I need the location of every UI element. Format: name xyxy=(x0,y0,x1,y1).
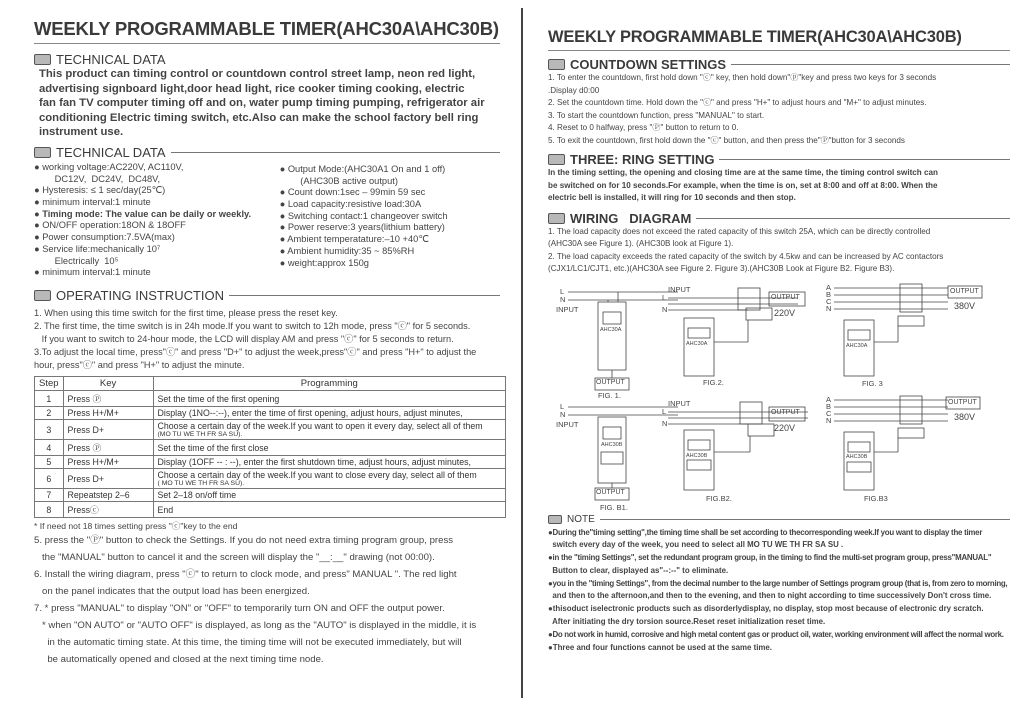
left-document-title: WEEKLY PROGRAMMABLE TIMER(AHC30A\AHC30B) xyxy=(34,18,500,44)
operating-section-header xyxy=(34,288,500,303)
label-ahc30b: AHC30B xyxy=(686,452,708,459)
countdown-step: 4. Reset to 0 halfway, press "Ⓟ" button to return to 0. xyxy=(548,123,739,132)
spec-item: ● Ambient temperatature:–10 +40℃ xyxy=(279,234,429,245)
section-rule xyxy=(171,152,500,153)
label-fig3: FIG. 3 xyxy=(862,378,883,388)
label-ahc30a: AHC30A xyxy=(686,340,708,347)
intro-line: conditioning Electric timing switch, etc.Also can make the school factory bell ring xyxy=(39,111,479,124)
instruction-line: 6. Install the wiring diagram, press "ⓒ" to return to clock mode, and press" MANUAL ". The red light xyxy=(34,569,457,580)
step-cell: 8 xyxy=(35,502,64,518)
key-cell: Press H+/M+ xyxy=(63,407,153,420)
figure-2-drawing xyxy=(668,288,798,376)
key-cell: Pressⓒ xyxy=(63,502,153,518)
label-c: C xyxy=(826,296,832,306)
intro-paragraph xyxy=(39,67,500,140)
label-220v: 220V xyxy=(774,422,796,433)
programming-text: Display (1OFF -- : --), enter the first shutdown time, adjust hours, adjust minutes, xyxy=(157,457,471,467)
label-ahc30a: AHC30A xyxy=(600,326,622,333)
ring-line: In the timing setting, the opening and closing time are at the same time, the timing control switch can xyxy=(548,168,938,177)
section-rule xyxy=(600,519,1010,520)
instruction-line: on the panel indicates that the output load has been energized. xyxy=(34,586,310,597)
operating-heading: OPERATING INSTRUCTION xyxy=(56,288,225,303)
instruction-line: the "MANUAL" button to cancel it and the screen will display the "__:__" drawing (not 00:00). xyxy=(34,552,435,563)
instruction-line: * when "ON AUTO" or "AUTO OFF" is displayed, as long as the "AUTO" is displayed in the middle, it is xyxy=(34,620,477,631)
spec-item: ● minimum interval:1 minute xyxy=(34,267,151,278)
label-output: OUTPUT xyxy=(596,378,625,386)
ring-heading: THREE: RING SETTING xyxy=(570,152,715,167)
table-row xyxy=(35,489,506,502)
step-cell: 6 xyxy=(35,469,64,489)
note-heading: NOTE xyxy=(567,513,595,525)
programming-cell xyxy=(153,489,505,502)
note-item: ●you in the "timing Settings", from the decimal number to the large number of Settings program group (that is, from zero to morning, xyxy=(548,578,1008,588)
spec-item: ● Power reserve:3 years(lithium battery) xyxy=(279,222,445,233)
label-input: INPUT xyxy=(556,304,579,314)
spec-item: ● weight:approx 150g xyxy=(279,257,369,268)
label-a: A xyxy=(826,282,832,292)
column-header-programming: Programming xyxy=(153,377,505,391)
section-box-icon xyxy=(548,154,565,165)
section-box-icon xyxy=(34,147,51,158)
section-rule xyxy=(696,218,1010,219)
note-section-header xyxy=(548,514,1010,525)
step-cell: 4 xyxy=(35,440,64,456)
column-header-step: Step xyxy=(35,377,64,391)
label-n: N xyxy=(826,303,832,313)
key-cell: Repeatstep 2–6 xyxy=(63,489,153,502)
wiring-heading: WIRING DIAGRAM xyxy=(570,210,692,226)
operating-step: hour, press"ⓒ" and press "H+" to adjust the minute. xyxy=(34,360,245,370)
programming-cell xyxy=(153,440,505,456)
note-item: Button to clear, displayed as"--:--" to eliminate. xyxy=(548,565,729,575)
section-rule xyxy=(229,295,500,296)
label-l: L xyxy=(560,401,565,411)
table-header-row xyxy=(35,377,506,391)
spec-item: ● Count down:1sec – 99min 59 sec xyxy=(279,187,426,198)
label-fig1: FIG. 1. xyxy=(598,390,621,400)
label-figb3: FIG.B3 xyxy=(864,493,888,503)
wiring-line: 1. The load capacity does not exceed the rated capacity of this switch 25A, which can be directly controlled xyxy=(548,226,931,236)
spec-item: ● Output Mode:(AHC30A1 On and 1 off) xyxy=(279,163,446,174)
programming-cell xyxy=(153,456,505,469)
intro-heading: TECHNICAL DATA xyxy=(56,52,166,67)
spec-item: ● Hysteresis: ≤ 1 sec/day(25℃) xyxy=(34,185,166,196)
countdown-step: 1. To enter the countdown, first hold down "ⓒ" key, then hold down"ⓟ"key and press two keys for 3 seconds xyxy=(548,73,937,82)
label-ahc30b: AHC30B xyxy=(601,441,623,448)
spec-item: ● Power consumption:7.5VA(max) xyxy=(34,232,175,243)
step-cell: 1 xyxy=(35,391,64,407)
footnote-line: * If need not 18 times setting press "ⓒ"key to the end xyxy=(34,521,238,531)
label-380v: 380V xyxy=(954,411,976,422)
table-row xyxy=(35,391,506,407)
label-n: N xyxy=(826,415,832,425)
note-list xyxy=(548,527,1010,655)
spec-item: ● minimum interval:1 minute xyxy=(34,197,151,208)
column-header-key: Key xyxy=(63,377,153,391)
note-item: After initiating the dry torsion source.Reset reset initialization reset time. xyxy=(548,617,826,627)
label-n: N xyxy=(560,294,566,304)
label-figb1: FIG. B1. xyxy=(600,502,628,512)
section-rule xyxy=(731,64,1010,65)
programming-cell xyxy=(153,391,505,407)
section-box-icon xyxy=(548,515,562,524)
programming-text: Set the time of the first opening xyxy=(157,393,280,404)
programming-table xyxy=(34,376,506,518)
spec-item: ● Ambient humidity:35 ~ 85%RH xyxy=(279,245,415,256)
programming-cell xyxy=(153,502,505,518)
figure-b3-drawing xyxy=(834,396,948,490)
note-item: ●thisoduct iselectronic products such as disorderlydisplay, no display, stop most because of electronic dry scratch. xyxy=(548,604,984,614)
intro-line: This product can timing control or countdown control street lamp, neon red light, xyxy=(39,68,476,80)
label-fig2: FIG.2. xyxy=(703,377,724,387)
label-input: INPUT xyxy=(556,419,579,429)
wiring-paragraph xyxy=(548,226,1010,276)
countdown-section-header xyxy=(548,57,1010,72)
countdown-step: 3. To start the countdown function, press "MANUAL" to start. xyxy=(548,110,765,120)
spec-item: ● ON/OFF operation:18ON & 18OFF xyxy=(34,220,186,231)
note-item: and then to the afternoon,and then to the evening, and then to night according to time successively Don't cross time. xyxy=(548,591,992,601)
label-output: OUTPUT xyxy=(771,293,800,301)
key-cell: Press Ⓟ xyxy=(63,440,153,456)
table-row xyxy=(35,502,506,518)
spec-section-header xyxy=(34,145,500,160)
wiring-line: (AHC30A see Figure 1). (AHC30B look at Figure 1). xyxy=(548,239,734,248)
label-n: N xyxy=(662,418,668,428)
intro-line: instrument use. xyxy=(39,126,124,139)
spec-item: (AHC30B active output) xyxy=(279,175,398,186)
countdown-steps xyxy=(548,72,1010,147)
instruction-line: 5. press the "Ⓟ" button to check the Settings. If you do not need extra timing program group, press xyxy=(34,535,454,546)
label-output: OUTPUT xyxy=(948,398,977,406)
label-output: OUTPUT xyxy=(596,488,625,496)
spec-item: DC12V, DC24V, DC48V, xyxy=(34,173,161,184)
ring-paragraph xyxy=(548,167,1010,205)
page-spine-divider xyxy=(521,8,523,698)
intro-line: fan fan TV computer timing off and on, water pump timing pumping, refrigerator air xyxy=(39,97,485,110)
table-row xyxy=(35,456,506,469)
note-item: switch every day of the week, you need to select all MO TU WE TH FR SA SU . xyxy=(548,540,844,550)
spec-columns xyxy=(34,162,500,279)
intro-section-header xyxy=(34,52,500,67)
note-item: ●Three and four functions cannot be used at the same time. xyxy=(548,642,772,652)
step-cell: 5 xyxy=(35,456,64,469)
operating-step: 1. When using this time switch for the first time, please press the reset key. xyxy=(34,308,338,318)
programming-text: Display (1NO--:--), enter the time of first opening, adjust hours, adjust minutes, xyxy=(157,408,463,418)
label-380v: 380V xyxy=(954,300,976,311)
key-cell: Press D+ xyxy=(63,420,153,440)
table-row xyxy=(35,407,506,420)
label-input: INPUT xyxy=(668,284,691,294)
section-rule xyxy=(719,159,1010,160)
label-l: L xyxy=(560,286,565,296)
programming-text: End xyxy=(157,504,174,515)
section-box-icon xyxy=(548,59,565,70)
wiring-section-header xyxy=(548,211,1010,226)
section-box-icon xyxy=(34,290,51,301)
label-l: L xyxy=(662,292,667,302)
label-output: OUTPUT xyxy=(950,287,979,295)
label-figb2: FIG.B2. xyxy=(706,493,732,503)
label-output: OUTPUT xyxy=(771,408,800,416)
step-cell: 2 xyxy=(35,407,64,420)
key-cell: Press D+ xyxy=(63,469,153,489)
table-row xyxy=(35,469,506,489)
label-ahc30a: AHC30A xyxy=(846,342,868,349)
step-cell: 3 xyxy=(35,420,64,440)
spec-item: Electrically 10⁵ xyxy=(34,255,119,266)
countdown-step: .Display d0:00 xyxy=(548,85,600,95)
instruction-line: be automatically opened and closed at the next timing time node. xyxy=(34,654,324,665)
table-row xyxy=(35,440,506,456)
countdown-heading: COUNTDOWN SETTINGS xyxy=(570,57,726,72)
spec-left-column xyxy=(34,162,272,279)
label-c: C xyxy=(826,408,832,418)
note-item: ●Do not work in humid, corrosive and high metal content gas or product oil, water, working environment will affect the normal work. xyxy=(548,629,1004,639)
spec-item: ● Timing mode: The value can be daily or weekly. xyxy=(34,208,252,219)
label-n: N xyxy=(662,304,668,314)
wiring-line: 2. The load capacity exceeds the rated capacity of the switch by 4.5kw and can be increased by AC contactors xyxy=(548,251,944,261)
intro-line: advertising signboard light,door head light, rice cooker timing cooking, electric xyxy=(39,82,465,95)
operating-step: 2. The first time, the time switch is in 24h mode.If you want to switch to 12h mode, press "ⓒ" for 5 seconds. xyxy=(34,321,471,331)
ring-line: be switched on for 10 seconds.For example, when the time is on, set at 8:00 and off at 8:00. When the xyxy=(548,180,938,190)
programming-text: Set 2–18 on/off time xyxy=(157,490,237,500)
spec-heading: TECHNICAL DATA xyxy=(56,144,166,160)
table-row xyxy=(35,420,506,440)
spec-item: ● Service life:mechanically 10⁷ xyxy=(34,243,161,254)
spec-item: ● working voltage:AC220V, AC110V, xyxy=(34,161,184,172)
right-document-title: WEEKLY PROGRAMMABLE TIMER(AHC30A\AHC30B) xyxy=(548,28,1010,51)
programming-cell xyxy=(153,407,505,420)
programming-cell xyxy=(153,420,505,440)
section-box-icon xyxy=(34,54,51,65)
programming-text: Set the time of the first close xyxy=(157,442,269,453)
programming-text: Choose a certain day of the week.If you want to close every day, select all of them xyxy=(157,470,477,480)
ring-line: electric bell is installed, it will ring for 10 seconds and then stop. xyxy=(548,193,796,202)
spec-right-column xyxy=(280,162,500,279)
programming-text: Choose a certain day of the week.If you want to open it every day, select all of them xyxy=(157,421,483,431)
note-item: ●in the "timing Settings", set the redundant program group, in the timing to find the multi-set program group, press"MANUAL" xyxy=(548,553,992,563)
step-cell: 7 xyxy=(35,489,64,502)
after-table-instructions xyxy=(34,520,500,668)
spec-item: ● Load capacity:resistive load:30A xyxy=(279,199,422,210)
label-input: INPUT xyxy=(668,398,691,408)
label-l: L xyxy=(662,406,667,416)
instruction-line: in the automatic timing state. At this time, the timing time will not be executed immediately, but will xyxy=(34,637,462,648)
programming-cell xyxy=(153,469,505,489)
label-b: B xyxy=(826,401,832,411)
right-page xyxy=(526,0,1024,705)
label-b: B xyxy=(826,289,832,299)
wiring-diagrams xyxy=(548,282,1008,514)
wiring-line: (CJX1/LC1/CJT1, etc.)(AHC30A see Figure 2. Figure 3).(AHC30B Look at Figure B2. Figure B3). xyxy=(548,264,895,273)
figure-3-drawing xyxy=(834,284,948,376)
key-cell: Press Ⓟ xyxy=(63,391,153,407)
operating-step: If you want to switch to 24-hour mode, the LCD will display AM and press "ⓒ" for 5 seconds to return. xyxy=(34,334,454,344)
label-ahc30b: AHC30B xyxy=(846,453,868,460)
section-box-icon xyxy=(548,213,565,224)
note-item: ●During the"timing setting",the timing time shall be set according to thecorresponding week.If you want to display the timer xyxy=(548,527,983,537)
programming-subtext: ( MO TU WE TH FR SA SU). xyxy=(157,480,245,487)
label-n: N xyxy=(560,409,566,419)
programming-subtext: (MO TU WE TH FR SA SU). xyxy=(157,431,243,438)
key-cell: Press H+/M+ xyxy=(63,456,153,469)
ring-section-header xyxy=(548,152,1010,167)
label-220v: 220V xyxy=(774,307,796,318)
label-a: A xyxy=(826,394,832,404)
operating-steps xyxy=(34,307,500,372)
countdown-step: 2. Set the countdown time. Hold down the "ⓒ" and press "H+" to adjust hours and "M+" to adjust minutes. xyxy=(548,98,927,107)
operating-step: 3.To adjust the local time, press"ⓒ" and press "D+" to adjust the week,press"ⓒ" and press "H+" to adjust the xyxy=(34,347,477,357)
countdown-step: 5. To exit the countdown, first hold down the "ⓒ" button, and then press the"Ⓟ"button for 3 seconds xyxy=(548,135,905,145)
instruction-line: 7. * press "MANUAL" to display "ON" or "OFF" to temporarily turn ON and OFF the output power. xyxy=(34,603,445,614)
spec-item: ● Switching contact:1 changeover switch xyxy=(279,210,448,221)
